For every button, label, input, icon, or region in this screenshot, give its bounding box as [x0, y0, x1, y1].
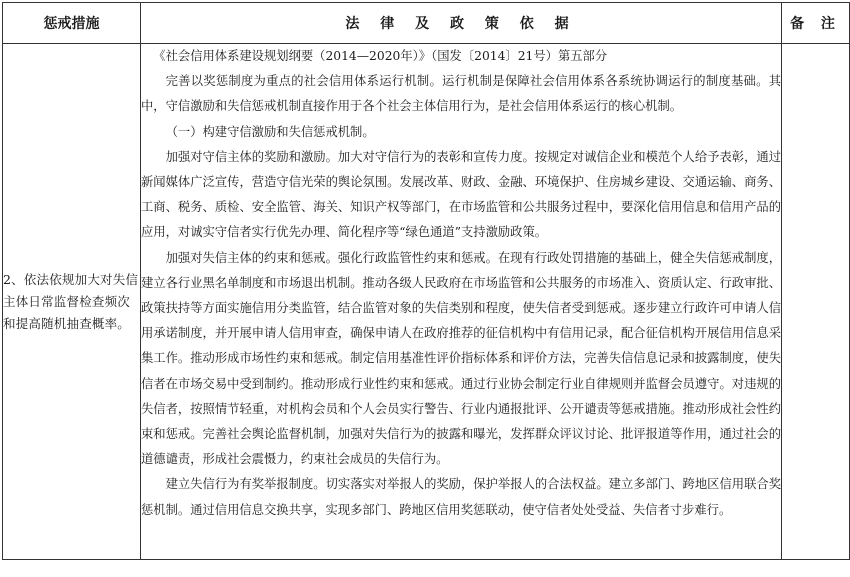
law-basis-cell	[141, 44, 782, 560]
law-paragraph: 加强对守信主体的奖励和激励。加大对守信行为的表彰和宣传力度。按规定对诚信企业和模范个人给予表彰，通过新闻媒体广泛宣传，营造守信光荣的舆论氛围。发展改革、财政、金融、环境保护、住房城乡建设、交通运输、商务、工商、税务、质检、安全监管、海关、知识产权等部门，在市场监管和公共服务过程中，要深化信用信息和信用产品的应用，对诚实守信者实行优先办理、简化程序等“绿色通道”支持激励政策。	[141, 149, 781, 240]
header-law-basis: 法 律 及 政 策 依 据	[141, 3, 782, 44]
law-paragraph: 完善以奖惩制度为重点的社会信用体系运行机制。运行机制是保障社会信用体系各系统协调运行的制度基础。其中，守信激励和失信惩戒机制直接作用于各个社会主体信用行为，是社会信用体系运行的核心机制。	[141, 74, 781, 114]
policy-document	[2, 2, 848, 574]
law-source-title: 《社会信用体系建设规划纲要（2014—2020年）》（国发〔2014〕21号）第五部分	[153, 49, 608, 63]
table-row	[3, 44, 850, 560]
measure-cell: 2、依法依规加大对失信主体日常监督检查频次和提高随机抽查概率。	[3, 44, 141, 560]
policy-table	[2, 2, 850, 560]
header-note: 备 注	[782, 3, 850, 44]
header-measure: 惩戒措施	[3, 3, 141, 44]
law-paragraph: 加强对失信主体的约束和惩戒。强化行政监管性约束和惩戒。在现有行政处罚措施的基础上，健全失信惩戒制度，建立各行业黑名单制度和市场退出机制。推动各级人民政府在市场监管和公共服务的市场准入、资质认定、行政审批、政策扶持等方面实施信用分类监管，结合监管对象的失信类别和程度，使失信者受到惩戒。逐步建立行政许可申请人信用承诺制度，并开展申请人信用审查，确保申请人在政府推荐的征信机构中有信用记录，配合征信机构开展信用信息采集工作。推动形成市场性约束和惩戒。制定信用基准性评价指标体系和评价方法，完善失信信息记录和披露制度，使失信者在市场交易中受到制约。推动形成行业性约束和惩戒。通过行业协会制定行业自律规则并监督会员遵守。对违规的失信者，按照情节轻重，对机构会员和个人会员实行警告、行业内通报批评、公开谴责等惩戒措施。推动形成社会性约束和惩戒。完善社会舆论监督机制，加强对失信行为的披露和曝光，发挥群众评议讨论、批评报道等作用，通过社会的道德谴责，形成社会震慑力，约束社会成员的失信行为。	[141, 250, 781, 467]
law-section-heading: （一）构建守信激励和失信惩戒机制。	[165, 124, 375, 139]
table-header-row	[3, 3, 850, 44]
note-cell	[782, 44, 850, 560]
law-paragraph: 建立失信行为有奖举报制度。切实落实对举报人的奖励，保护举报人的合法权益。建立多部门、跨地区信用联合奖惩机制。通过信用信息交换共享，实现多部门、跨地区信用奖惩联动，使守信者处处受益、失信者寸步难行。	[141, 477, 781, 517]
